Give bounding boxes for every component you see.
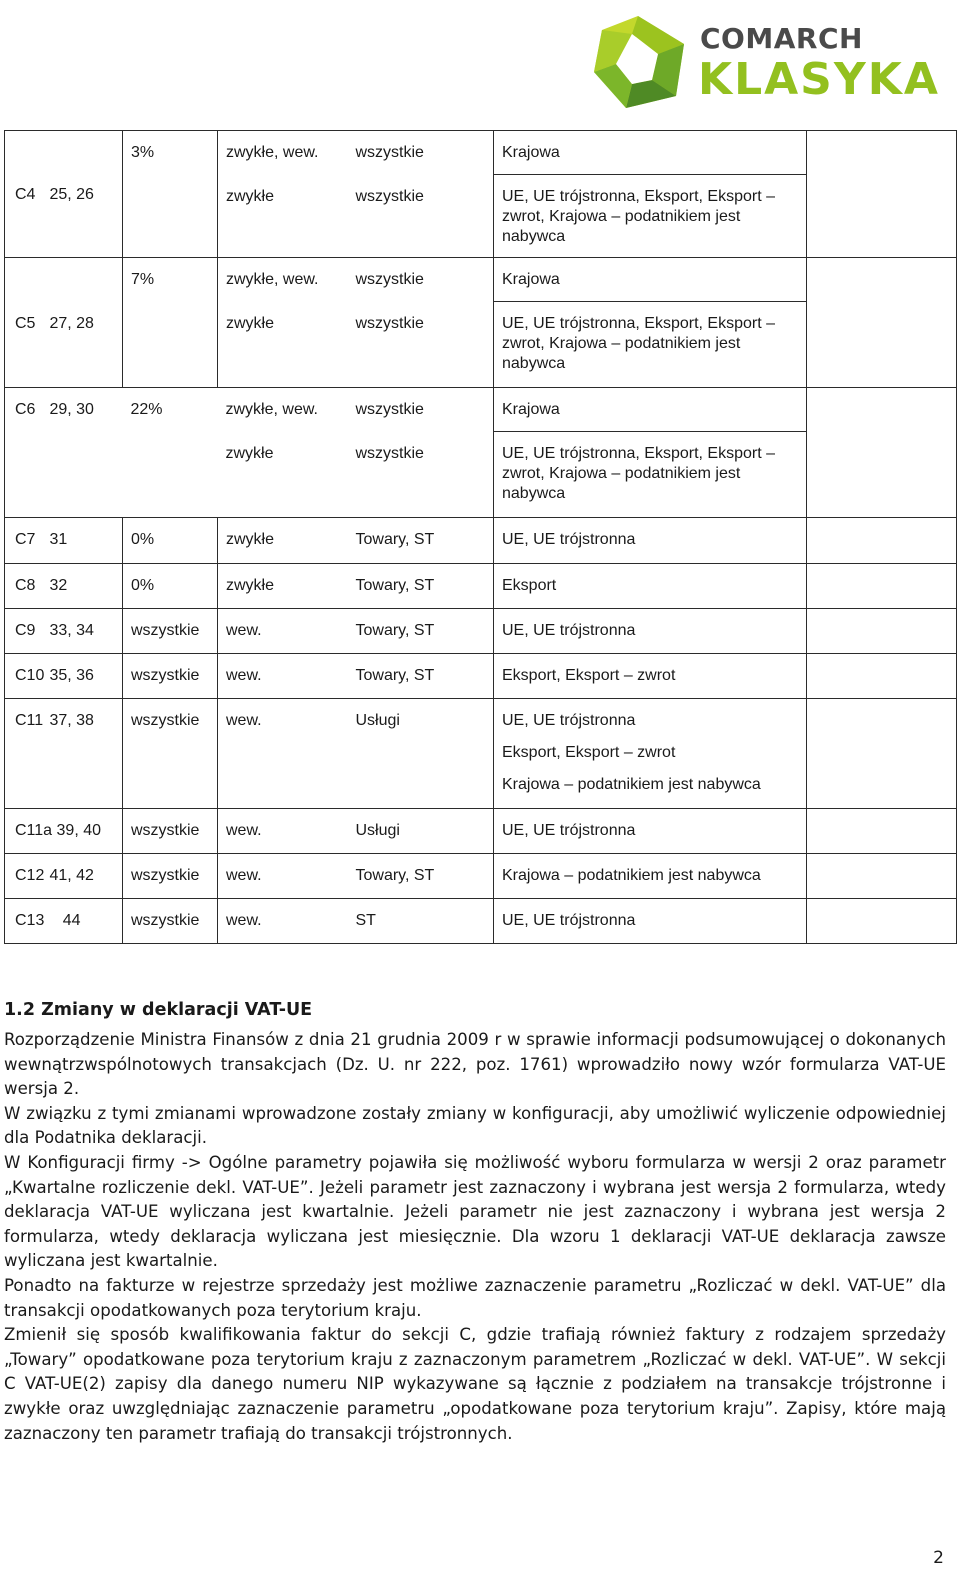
kind-cell: wszystkie: [348, 258, 494, 302]
table-row: [5, 654, 957, 699]
logo-word-comarch: COMARCH: [700, 22, 863, 55]
section-code-cell: C12 41, 42: [5, 854, 123, 899]
rate-cell: 0%: [123, 564, 218, 609]
rate-cell: wszystkie: [123, 899, 218, 944]
type-cell: zwykłe, wew.: [218, 258, 348, 302]
empty-cell: [807, 809, 957, 854]
empty-cell: [807, 564, 957, 609]
table-row: [5, 131, 957, 175]
section-code-cell: C4 25, 26: [5, 131, 123, 258]
type-cell: wew.: [218, 654, 348, 699]
empty-cell: [807, 609, 957, 654]
kind-cell: wszystkie: [348, 388, 494, 432]
table-row: [5, 518, 957, 564]
section-code-cell: C11 37, 38: [5, 699, 123, 809]
section-code-cell: C7 31: [5, 518, 123, 564]
paragraph: Rozporządzenie Ministra Finansów z dnia 21 grudnia 2009 r w sprawie informacji podsumowującej o dokonanych wewnątrzwspólnotowych transakcjach (Dz. U. nr 222, poz. 1761) wprowadziło nowy wzór formularza VAT-UE wersja 2.: [4, 1030, 946, 1099]
kind-cell: wszystkie: [348, 432, 494, 518]
kind-cell: Usługi: [348, 809, 494, 854]
section-code-cell: C9 33, 34: [5, 609, 123, 654]
page-number: 2: [933, 1548, 944, 1568]
table-row: [5, 564, 957, 609]
kind-cell: ST: [348, 899, 494, 944]
comarch-klasyka-logo: [588, 10, 938, 114]
vat-ue-changes-section: [4, 1000, 946, 1446]
kind-cell: Towary, ST: [348, 564, 494, 609]
empty-cell: [807, 258, 957, 388]
rate-cell: [123, 175, 218, 258]
empty-cell: [807, 899, 957, 944]
kind-cell: Usługi: [348, 699, 494, 809]
empty-cell: [807, 131, 957, 258]
rate-cell: wszystkie: [123, 809, 218, 854]
rate-cell: 22%: [123, 388, 218, 432]
type-cell: zwykłe: [218, 175, 348, 258]
logo-mark-icon: [588, 14, 688, 110]
type-cell: zwykłe, wew.: [218, 131, 348, 175]
type-cell: zwykłe, wew.: [218, 388, 348, 432]
paragraph: Ponadto na fakturze w rejestrze sprzedaży jest możliwe zaznaczenie parametru „Rozliczać w dekl. VAT-UE” dla transakcji opodatkowanych poza terytorium kraju.: [4, 1275, 946, 1320]
section-code-cell: C6 29, 30: [5, 388, 123, 432]
section-code-cell: C11a 39, 40: [5, 809, 123, 854]
rate-cell: wszystkie: [123, 699, 218, 809]
section-code-cell: C13 44: [5, 899, 123, 944]
transaction-cell: UE, UE trójstronna: [494, 809, 807, 854]
section-code-cell: C10 35, 36: [5, 654, 123, 699]
empty-cell: [5, 432, 123, 518]
transaction-cell: Krajowa – podatnikiem jest nabywca: [494, 854, 807, 899]
transaction-cell: Krajowa: [494, 388, 807, 432]
table-row: [5, 388, 957, 432]
transaction-cell: UE, UE trójstronna, Eksport, Eksport – zwrot, Krajowa – podatnikiem jest nabywca: [494, 302, 807, 388]
transaction-cell: UE, UE trójstronna: [494, 518, 807, 564]
transaction-cell: Eksport, Eksport – zwrot: [494, 654, 807, 699]
type-cell: zwykłe: [218, 564, 348, 609]
type-cell: zwykłe: [218, 518, 348, 564]
transaction-cell: Krajowa: [494, 258, 807, 302]
empty-cell: [807, 518, 957, 564]
type-cell: wew.: [218, 854, 348, 899]
kind-cell: Towary, ST: [348, 609, 494, 654]
rate-cell: [123, 302, 218, 388]
empty-cell: [807, 699, 957, 809]
type-cell: zwykłe: [218, 432, 348, 518]
rate-cell: [123, 432, 218, 518]
kind-cell: Towary, ST: [348, 854, 494, 899]
table-row: [5, 899, 957, 944]
transaction-cell: UE, UE trójstronna Eksport, Eksport – zwrot Krajowa – podatnikiem jest nabywca: [494, 699, 807, 809]
kind-cell: Towary, ST: [348, 654, 494, 699]
empty-cell: [807, 388, 957, 518]
transaction-cell: UE, UE trójstronna: [494, 609, 807, 654]
rate-cell: 3%: [123, 131, 218, 175]
table-row: [5, 609, 957, 654]
table-row: [5, 854, 957, 899]
vat-ue-sections-table: [4, 130, 957, 944]
table-row: [5, 809, 957, 854]
kind-cell: wszystkie: [348, 131, 494, 175]
section-code-cell: C8 32: [5, 564, 123, 609]
transaction-cell: Eksport: [494, 564, 807, 609]
kind-cell: wszystkie: [348, 302, 494, 388]
empty-cell: [807, 654, 957, 699]
type-cell: wew.: [218, 609, 348, 654]
type-cell: zwykłe: [218, 302, 348, 388]
paragraph: Zmienił się sposób kwalifikowania faktur do sekcji C, gdzie trafiają również faktury z rodzajem sprzedaży „Towary” opodatkowane poza terytorium kraju z zaznaczonym parametrem „Rozliczać w dekl. VAT-UE”. W sekcji C VAT-UE(2) zapisy dla danego numeru NIP wykazywane są łącznie z podziałem na transakcje trójstronne i zwykłe oraz uwzględniając zaznaczenie parametru „opodatkowane poza terytorium kraju”. Zapisy, które mają zaznaczony ten parametr trafiają do transakcji trójstronnych.: [4, 1325, 946, 1443]
type-cell: wew.: [218, 809, 348, 854]
section-title: 1.2 Zmiany w deklaracji VAT-UE: [4, 1000, 313, 1020]
rate-cell: 7%: [123, 258, 218, 302]
section-code-cell: C5 27, 28: [5, 258, 123, 388]
kind-cell: Towary, ST: [348, 518, 494, 564]
transaction-cell: UE, UE trójstronna: [494, 899, 807, 944]
transaction-cell: UE, UE trójstronna, Eksport, Eksport – zwrot, Krajowa – podatnikiem jest nabywca: [494, 432, 807, 518]
empty-cell: [807, 854, 957, 899]
table-row: [5, 699, 957, 809]
rate-cell: wszystkie: [123, 654, 218, 699]
paragraph: W Konfiguracji firmy -> Ogólne parametry pojawiła się możliwość wyboru formularza w wersji 2 oraz parametr „Kwartalne rozliczenie dekl. VAT-UE”. Jeżeli parametr jest zaznaczony i wybrana jest wersja 2 formularza, wtedy deklaracja VAT-UE wyliczana jest kwartalnie. Jeżeli parametr nie jest zaznaczony i wybrana jest wersja 2 formularza, wtedy deklaracja wyliczana jest miesięcznie. Dla wzoru 1 deklaracji VAT-UE deklaracja zawsze wyliczana jest kwartalnie.: [4, 1152, 946, 1271]
table-row: [5, 258, 957, 302]
rate-cell: wszystkie: [123, 609, 218, 654]
transaction-cell: Krajowa: [494, 131, 807, 175]
rate-cell: wszystkie: [123, 854, 218, 899]
logo-word-klasyka: KLASYKA: [698, 54, 940, 105]
kind-cell: wszystkie: [348, 175, 494, 258]
transaction-cell: UE, UE trójstronna, Eksport, Eksport – zwrot, Krajowa – podatnikiem jest nabywca: [494, 175, 807, 258]
rate-cell: 0%: [123, 518, 218, 564]
paragraph: W związku z tymi zmianami wprowadzone zostały zmiany w konfiguracji, aby umożliwić wyliczenie odpowiedniej dla Podatnika deklaracji.: [4, 1103, 946, 1148]
type-cell: wew.: [218, 899, 348, 944]
type-cell: wew.: [218, 699, 348, 809]
